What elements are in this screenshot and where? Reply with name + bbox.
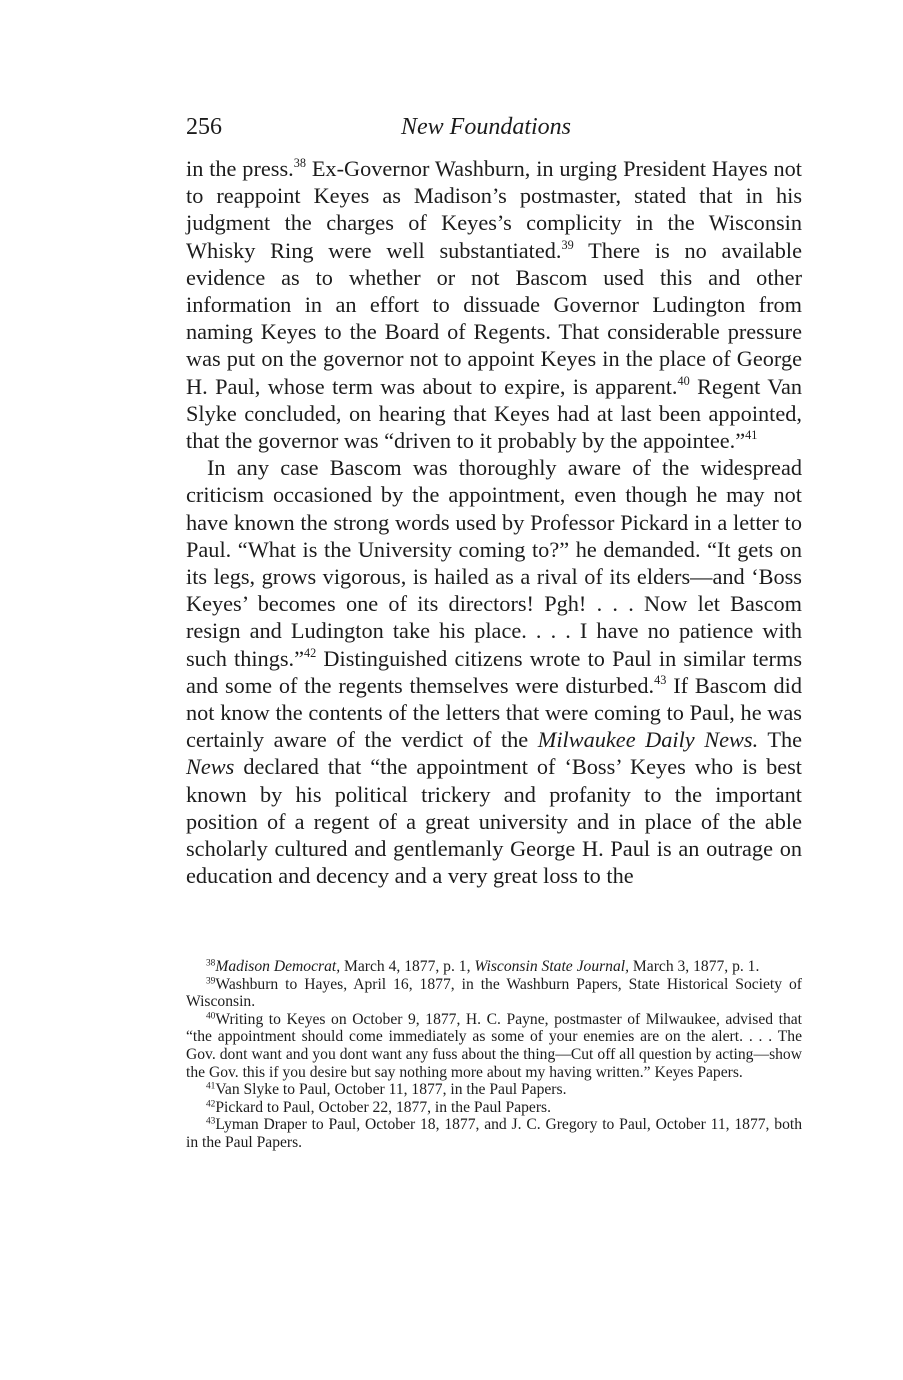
footnote-text: Washburn to Hayes, April 16, 1877, in the Washburn Papers, State Historical Society of Wisconsin. [186, 975, 802, 1011]
body-text [186, 155, 802, 889]
newspaper-title: Wisconsin State Journal, [474, 958, 630, 975]
footnote-mark: 42 [206, 1099, 216, 1110]
footnote-ref: 43 [654, 672, 667, 687]
footnote-ref: 38 [293, 155, 306, 170]
footnote-text: March 4, 1877, p. 1, [340, 958, 475, 975]
footnote-ref: 40 [677, 373, 690, 388]
footnote-42 [186, 1099, 802, 1117]
footnote-43 [186, 1116, 802, 1151]
newspaper-title: News [186, 754, 235, 780]
footnote-text: Pickard to Paul, October 22, 1877, in the Paul Papers. [215, 1098, 552, 1116]
text-run: The [758, 727, 803, 753]
footnote-text: Writing to Keyes on October 9, 1877, H. C. Payne, postmaster of Milwaukee, advised that “the appointment should come immediately as some of your enemies are on the alert. . . . The Gov. dont want and you dont want any fuss about the thing—Cut off all question by acting—show the Gov. this if you desire but say nothing more about my having written.” Keyes Papers. [186, 1010, 802, 1081]
footnote-mark: 39 [206, 975, 216, 986]
footnote-text: Van Slyke to Paul, October 11, 1877, in the Paul Papers. [215, 1081, 567, 1099]
footnote-ref: 42 [304, 645, 317, 660]
paragraph [186, 454, 802, 889]
footnote-39 [186, 976, 802, 1011]
page-header [186, 114, 802, 146]
footnotes [186, 958, 802, 1152]
newspaper-title: Madison Democrat, [215, 958, 341, 975]
text-run: Regent Van Slyke concluded, on hearing that Keyes had at last been appointed, that the governor was “driven to it probably by the appointee.” [186, 373, 803, 454]
running-title: New Foundations [401, 114, 572, 140]
footnote-41 [186, 1081, 802, 1099]
footnote-ref: 39 [561, 237, 574, 252]
text-run: in the press. [186, 156, 294, 181]
text-run: Distinguished citizens wrote to Paul in similar terms and some of the regents themselves were disturbed. [186, 645, 802, 698]
footnote-text: March 3, 1877, p. 1. [629, 958, 760, 975]
text-run: There is no available evidence as to whether or not Bascom used this and other information in an effort to dissuade Governor Ludington from naming Keyes to the Board of Regents. That considerable pressure was put on the governor not to appoint Keyes in the place of George H. Paul, whose term was about to expire, is apparent. [186, 237, 802, 399]
page-number: 256 [186, 114, 222, 140]
footnote-ref: 41 [745, 427, 758, 442]
footnote-text: Lyman Draper to Paul, October 18, 1877, and J. C. Gregory to Paul, October 11, 1877, both in the Paul Papers. [186, 1116, 802, 1151]
newspaper-title: Milwaukee Daily News. [537, 727, 759, 753]
text-run: If Bascom did not know the contents of the letters that were coming to Paul, he was certainly aware of the verdict of the [186, 672, 802, 753]
paragraph [186, 155, 802, 454]
text-run: Ex-Governor Washburn, in urging President Hayes not to reappoint Keyes as Madison’s postmaster, stated that in his judgment the charges of Keyes’s complicity in the Wisconsin Whisky Ring were well substantiated. [186, 156, 802, 263]
footnote-mark: 40 [206, 1011, 216, 1022]
footnote-40 [186, 1011, 802, 1081]
footnote-mark: 38 [206, 958, 216, 969]
footnote-mark: 41 [206, 1081, 216, 1092]
text-run: declared that “the appointment of ‘Boss’ Keyes who is best known by his political trickery and profanity to the important position of a regent of a great university and in place of the able scholarly cultured and gentlemanly George H. Paul is an outrage on education and decency and a very great loss to the [186, 754, 802, 889]
text-run: In any case Bascom was thoroughly aware of the widespread criticism occasioned by the appointment, even though he may not have known the strong words used by Professor Pickard in a letter to Paul. “What is the University coming to?” he demanded. “It gets on its legs, grows vigorous, is hailed as a rival of its elders—and ‘Boss Keyes’ becomes one of its directors! Pgh! . . . Now let Bascom resign and Ludington take his place. . . . I have no patience with such things.” [186, 455, 802, 671]
footnote-38 [186, 958, 802, 976]
footnote-mark: 43 [206, 1116, 216, 1127]
